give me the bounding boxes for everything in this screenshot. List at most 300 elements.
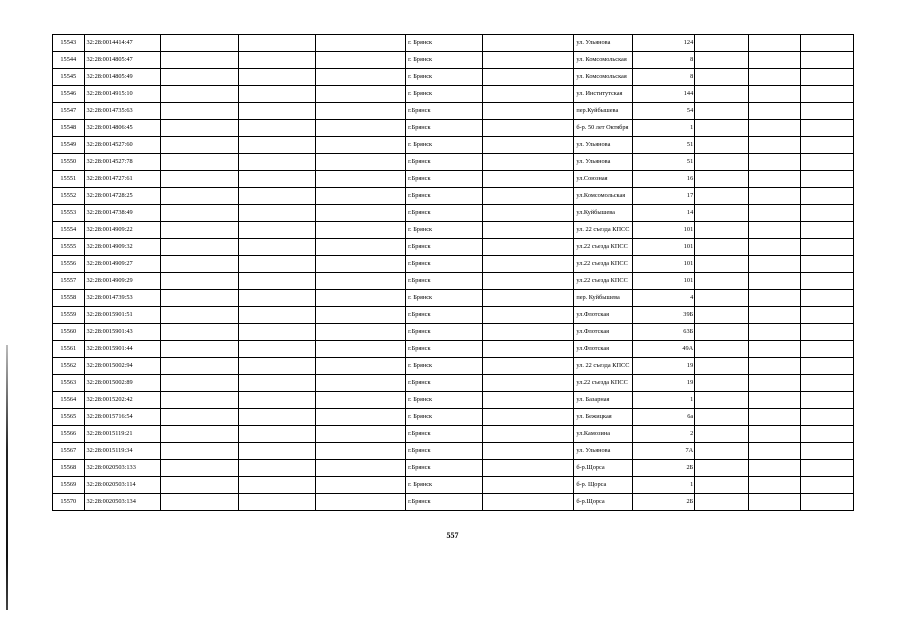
table-row: [53, 307, 854, 324]
empty-cell: [239, 324, 316, 341]
street-cell: ул.22 съезда КПСС: [574, 375, 633, 392]
empty-cell: [315, 307, 405, 324]
empty-cell: [748, 392, 801, 409]
house-number-cell: 19: [633, 375, 695, 392]
table-row: [53, 409, 854, 426]
empty-cell: [239, 358, 316, 375]
street-cell: пер.Куйбышева: [574, 103, 633, 120]
table-row: [53, 375, 854, 392]
empty-cell: [695, 358, 749, 375]
street-cell: ул.Куйбышева: [574, 205, 633, 222]
empty-cell: [315, 69, 405, 86]
empty-cell: [695, 460, 749, 477]
page-number: 557: [446, 531, 459, 540]
street-cell: ул.Союзная: [574, 171, 633, 188]
empty-cell: [801, 69, 854, 86]
street-cell: ул. Базарная: [574, 392, 633, 409]
cadastral-number-cell: 32:28:0015002:89: [84, 375, 161, 392]
empty-cell: [161, 341, 239, 358]
empty-cell: [695, 35, 749, 52]
street-cell: б-р.Щорса: [574, 494, 633, 511]
cadastral-number-cell: 32:28:0015119:34: [84, 443, 161, 460]
table-row: [53, 188, 854, 205]
city-cell: г.Брянск: [406, 120, 483, 137]
street-cell: ул. 22 съезда КПСС: [574, 358, 633, 375]
house-number-cell: 17: [633, 188, 695, 205]
empty-cell: [695, 426, 749, 443]
house-number-cell: 54: [633, 103, 695, 120]
row-number-cell: 15548: [53, 120, 85, 137]
street-cell: ул. Ульянова: [574, 35, 633, 52]
table-row: [53, 103, 854, 120]
empty-cell: [801, 273, 854, 290]
table-row: [53, 392, 854, 409]
row-number-cell: 15550: [53, 154, 85, 171]
table-row: [53, 52, 854, 69]
row-number-cell: 15568: [53, 460, 85, 477]
street-cell: ул. Ульянова: [574, 137, 633, 154]
empty-cell: [239, 239, 316, 256]
empty-cell: [239, 341, 316, 358]
empty-cell: [315, 494, 405, 511]
row-number-cell: 15544: [53, 52, 85, 69]
city-cell: г.Брянск: [406, 205, 483, 222]
table-row: [53, 86, 854, 103]
city-cell: г.Брянск: [406, 171, 483, 188]
row-number-cell: 15556: [53, 256, 85, 273]
empty-cell: [161, 205, 239, 222]
empty-cell: [801, 290, 854, 307]
empty-cell: [482, 35, 573, 52]
house-number-cell: 49А: [633, 341, 695, 358]
empty-cell: [482, 137, 573, 154]
empty-cell: [482, 341, 573, 358]
cadastral-number-cell: 32:28:0020503:133: [84, 460, 161, 477]
empty-cell: [239, 188, 316, 205]
empty-cell: [239, 69, 316, 86]
empty-cell: [801, 222, 854, 239]
empty-cell: [239, 205, 316, 222]
empty-cell: [482, 120, 573, 137]
cadastral-number-cell: 32:28:0014805:49: [84, 69, 161, 86]
empty-cell: [161, 239, 239, 256]
empty-cell: [315, 120, 405, 137]
city-cell: г. Брянск: [406, 392, 483, 409]
empty-cell: [748, 120, 801, 137]
empty-cell: [695, 205, 749, 222]
street-cell: ул. Ульянова: [574, 154, 633, 171]
empty-cell: [695, 494, 749, 511]
empty-cell: [315, 358, 405, 375]
table-row: [53, 426, 854, 443]
empty-cell: [801, 52, 854, 69]
street-cell: ул.Флотская: [574, 341, 633, 358]
city-cell: г.Брянск: [406, 307, 483, 324]
empty-cell: [482, 239, 573, 256]
empty-cell: [748, 35, 801, 52]
empty-cell: [161, 477, 239, 494]
cadastral-number-cell: 32:28:0014805:47: [84, 52, 161, 69]
empty-cell: [239, 120, 316, 137]
empty-cell: [801, 256, 854, 273]
empty-cell: [748, 52, 801, 69]
street-cell: ул. Ульянова: [574, 443, 633, 460]
empty-cell: [695, 341, 749, 358]
empty-cell: [315, 375, 405, 392]
row-number-cell: 15551: [53, 171, 85, 188]
cadastral-number-cell: 32:28:0014735:63: [84, 103, 161, 120]
street-cell: ул.22 съезда КПСС: [574, 273, 633, 290]
empty-cell: [695, 324, 749, 341]
empty-cell: [161, 443, 239, 460]
empty-cell: [695, 86, 749, 103]
street-cell: ул. 22 съезда КПСС: [574, 222, 633, 239]
empty-cell: [161, 171, 239, 188]
table-row: [53, 137, 854, 154]
empty-cell: [161, 460, 239, 477]
cadastral-number-cell: 32:28:0020503:134: [84, 494, 161, 511]
street-cell: б-р. Щорса: [574, 477, 633, 494]
street-cell: ул.Флотская: [574, 307, 633, 324]
row-number-cell: 15565: [53, 409, 85, 426]
city-cell: г.Брянск: [406, 443, 483, 460]
empty-cell: [801, 188, 854, 205]
empty-cell: [482, 477, 573, 494]
empty-cell: [315, 86, 405, 103]
city-cell: г.Брянск: [406, 494, 483, 511]
cadastral-number-cell: 32:28:0014738:49: [84, 205, 161, 222]
empty-cell: [239, 171, 316, 188]
city-cell: г. Брянск: [406, 477, 483, 494]
city-cell: г. Брянск: [406, 137, 483, 154]
street-cell: ул. Комсомольская: [574, 52, 633, 69]
empty-cell: [239, 273, 316, 290]
empty-cell: [801, 392, 854, 409]
empty-cell: [801, 35, 854, 52]
empty-cell: [482, 392, 573, 409]
empty-cell: [315, 392, 405, 409]
empty-cell: [239, 426, 316, 443]
empty-cell: [161, 392, 239, 409]
empty-cell: [161, 188, 239, 205]
empty-cell: [748, 256, 801, 273]
city-cell: г.Брянск: [406, 154, 483, 171]
empty-cell: [239, 103, 316, 120]
empty-cell: [482, 494, 573, 511]
street-cell: ул.22 съезда КПСС: [574, 239, 633, 256]
house-number-cell: 124: [633, 35, 695, 52]
empty-cell: [801, 171, 854, 188]
empty-cell: [239, 52, 316, 69]
row-number-cell: 15555: [53, 239, 85, 256]
city-cell: г. Брянск: [406, 35, 483, 52]
empty-cell: [748, 188, 801, 205]
empty-cell: [695, 103, 749, 120]
city-cell: г.Брянск: [406, 460, 483, 477]
cadastral-number-cell: 32:28:0014414:47: [84, 35, 161, 52]
empty-cell: [801, 120, 854, 137]
street-cell: ул. Комсомольская: [574, 69, 633, 86]
house-number-cell: 2: [633, 426, 695, 443]
empty-cell: [748, 137, 801, 154]
house-number-cell: 144: [633, 86, 695, 103]
empty-cell: [801, 154, 854, 171]
house-number-cell: 101: [633, 256, 695, 273]
house-number-cell: 6а: [633, 409, 695, 426]
street-cell: ул. Бежицкая: [574, 409, 633, 426]
empty-cell: [748, 494, 801, 511]
empty-cell: [315, 443, 405, 460]
empty-cell: [482, 358, 573, 375]
empty-cell: [315, 137, 405, 154]
empty-cell: [482, 375, 573, 392]
empty-cell: [748, 69, 801, 86]
table-row: [53, 171, 854, 188]
empty-cell: [161, 273, 239, 290]
empty-cell: [695, 290, 749, 307]
empty-cell: [695, 222, 749, 239]
empty-cell: [315, 188, 405, 205]
house-number-cell: 1: [633, 392, 695, 409]
empty-cell: [748, 324, 801, 341]
empty-cell: [161, 290, 239, 307]
empty-cell: [748, 103, 801, 120]
street-cell: ул.22 съезда КПСС: [574, 256, 633, 273]
empty-cell: [315, 477, 405, 494]
empty-cell: [801, 494, 854, 511]
empty-cell: [801, 103, 854, 120]
empty-cell: [482, 273, 573, 290]
register-table: [52, 34, 854, 511]
empty-cell: [161, 375, 239, 392]
row-number-cell: 15546: [53, 86, 85, 103]
empty-cell: [161, 69, 239, 86]
row-number-cell: 15564: [53, 392, 85, 409]
empty-cell: [239, 137, 316, 154]
row-number-cell: 15549: [53, 137, 85, 154]
cadastral-number-cell: 32:28:0014527:78: [84, 154, 161, 171]
cadastral-number-cell: 32:28:0014909:27: [84, 256, 161, 273]
empty-cell: [801, 307, 854, 324]
row-number-cell: 15553: [53, 205, 85, 222]
empty-cell: [239, 256, 316, 273]
register-rows: [53, 35, 854, 511]
empty-cell: [482, 324, 573, 341]
empty-cell: [315, 52, 405, 69]
empty-cell: [748, 443, 801, 460]
city-cell: г.Брянск: [406, 375, 483, 392]
empty-cell: [239, 392, 316, 409]
house-number-cell: 101: [633, 222, 695, 239]
empty-cell: [161, 494, 239, 511]
house-number-cell: 2Б: [633, 494, 695, 511]
empty-cell: [801, 409, 854, 426]
table-row: [53, 358, 854, 375]
house-number-cell: 1: [633, 477, 695, 494]
empty-cell: [315, 154, 405, 171]
empty-cell: [482, 460, 573, 477]
empty-cell: [161, 35, 239, 52]
city-cell: г. Брянск: [406, 290, 483, 307]
empty-cell: [695, 154, 749, 171]
empty-cell: [161, 120, 239, 137]
row-number-cell: 15569: [53, 477, 85, 494]
empty-cell: [695, 188, 749, 205]
table-row: [53, 205, 854, 222]
empty-cell: [315, 426, 405, 443]
empty-cell: [801, 460, 854, 477]
empty-cell: [695, 256, 749, 273]
cadastral-number-cell: 32:28:0014739:53: [84, 290, 161, 307]
empty-cell: [482, 188, 573, 205]
empty-cell: [482, 69, 573, 86]
empty-cell: [239, 307, 316, 324]
house-number-cell: 8: [633, 69, 695, 86]
street-cell: б-р. 50 лет Октября: [574, 120, 633, 137]
empty-cell: [315, 171, 405, 188]
empty-cell: [315, 460, 405, 477]
empty-cell: [315, 273, 405, 290]
empty-cell: [161, 358, 239, 375]
empty-cell: [801, 341, 854, 358]
cadastral-number-cell: 32:28:0015901:43: [84, 324, 161, 341]
table-row: [53, 239, 854, 256]
house-number-cell: 4: [633, 290, 695, 307]
street-cell: б-р.Щорса: [574, 460, 633, 477]
cadastral-number-cell: 32:28:0014909:22: [84, 222, 161, 239]
empty-cell: [801, 239, 854, 256]
empty-cell: [695, 52, 749, 69]
empty-cell: [315, 239, 405, 256]
house-number-cell: 63Б: [633, 324, 695, 341]
empty-cell: [695, 137, 749, 154]
empty-cell: [239, 375, 316, 392]
empty-cell: [315, 341, 405, 358]
table-row: [53, 273, 854, 290]
table-row: [53, 324, 854, 341]
empty-cell: [748, 307, 801, 324]
empty-cell: [161, 137, 239, 154]
row-number-cell: 15561: [53, 341, 85, 358]
empty-cell: [315, 256, 405, 273]
empty-cell: [161, 324, 239, 341]
row-number-cell: 15557: [53, 273, 85, 290]
empty-cell: [161, 426, 239, 443]
empty-cell: [161, 103, 239, 120]
row-number-cell: 15567: [53, 443, 85, 460]
cadastral-number-cell: 32:28:0015901:51: [84, 307, 161, 324]
row-number-cell: 15559: [53, 307, 85, 324]
table-row: [53, 69, 854, 86]
empty-cell: [482, 426, 573, 443]
cadastral-number-cell: 32:28:0015119:21: [84, 426, 161, 443]
empty-cell: [239, 443, 316, 460]
table-row: [53, 256, 854, 273]
city-cell: г. Брянск: [406, 222, 483, 239]
empty-cell: [482, 290, 573, 307]
empty-cell: [801, 375, 854, 392]
empty-cell: [482, 154, 573, 171]
row-number-cell: 15543: [53, 35, 85, 52]
empty-cell: [695, 239, 749, 256]
empty-cell: [482, 205, 573, 222]
table-row: [53, 460, 854, 477]
row-number-cell: 15570: [53, 494, 85, 511]
empty-cell: [315, 35, 405, 52]
empty-cell: [748, 426, 801, 443]
empty-cell: [161, 154, 239, 171]
house-number-cell: 16: [633, 171, 695, 188]
empty-cell: [239, 494, 316, 511]
city-cell: г.Брянск: [406, 426, 483, 443]
cadastral-number-cell: 32:28:0014806:45: [84, 120, 161, 137]
city-cell: г. Брянск: [406, 358, 483, 375]
empty-cell: [239, 86, 316, 103]
empty-cell: [315, 324, 405, 341]
cadastral-number-cell: 32:28:0015002:94: [84, 358, 161, 375]
empty-cell: [748, 375, 801, 392]
house-number-cell: 51: [633, 137, 695, 154]
city-cell: г.Брянск: [406, 324, 483, 341]
empty-cell: [161, 307, 239, 324]
city-cell: г.Брянск: [406, 273, 483, 290]
table-row: [53, 443, 854, 460]
empty-cell: [482, 86, 573, 103]
empty-cell: [748, 341, 801, 358]
empty-cell: [482, 307, 573, 324]
empty-cell: [695, 477, 749, 494]
row-number-cell: 15562: [53, 358, 85, 375]
empty-cell: [239, 222, 316, 239]
empty-cell: [161, 256, 239, 273]
house-number-cell: 39Б: [633, 307, 695, 324]
city-cell: г. Брянск: [406, 52, 483, 69]
empty-cell: [695, 273, 749, 290]
empty-cell: [695, 443, 749, 460]
empty-cell: [482, 171, 573, 188]
cadastral-number-cell: 32:28:0014909:32: [84, 239, 161, 256]
empty-cell: [748, 409, 801, 426]
house-number-cell: 51: [633, 154, 695, 171]
house-number-cell: 2Б: [633, 460, 695, 477]
street-cell: пер. Куйбышева: [574, 290, 633, 307]
empty-cell: [801, 477, 854, 494]
empty-cell: [748, 477, 801, 494]
empty-cell: [239, 290, 316, 307]
empty-cell: [748, 154, 801, 171]
empty-cell: [695, 375, 749, 392]
empty-cell: [801, 205, 854, 222]
city-cell: г. Брянск: [406, 409, 483, 426]
empty-cell: [801, 324, 854, 341]
empty-cell: [695, 409, 749, 426]
empty-cell: [695, 307, 749, 324]
empty-cell: [695, 120, 749, 137]
cadastral-number-cell: 32:28:0015901:44: [84, 341, 161, 358]
empty-cell: [315, 103, 405, 120]
cadastral-number-cell: 32:28:0014915:10: [84, 86, 161, 103]
empty-cell: [161, 222, 239, 239]
scan-edge-line: [6, 345, 8, 610]
cadastral-number-cell: 32:28:0015716:54: [84, 409, 161, 426]
empty-cell: [482, 52, 573, 69]
empty-cell: [695, 171, 749, 188]
table-row: [53, 290, 854, 307]
empty-cell: [748, 290, 801, 307]
city-cell: г.Брянск: [406, 239, 483, 256]
empty-cell: [239, 477, 316, 494]
empty-cell: [315, 222, 405, 239]
